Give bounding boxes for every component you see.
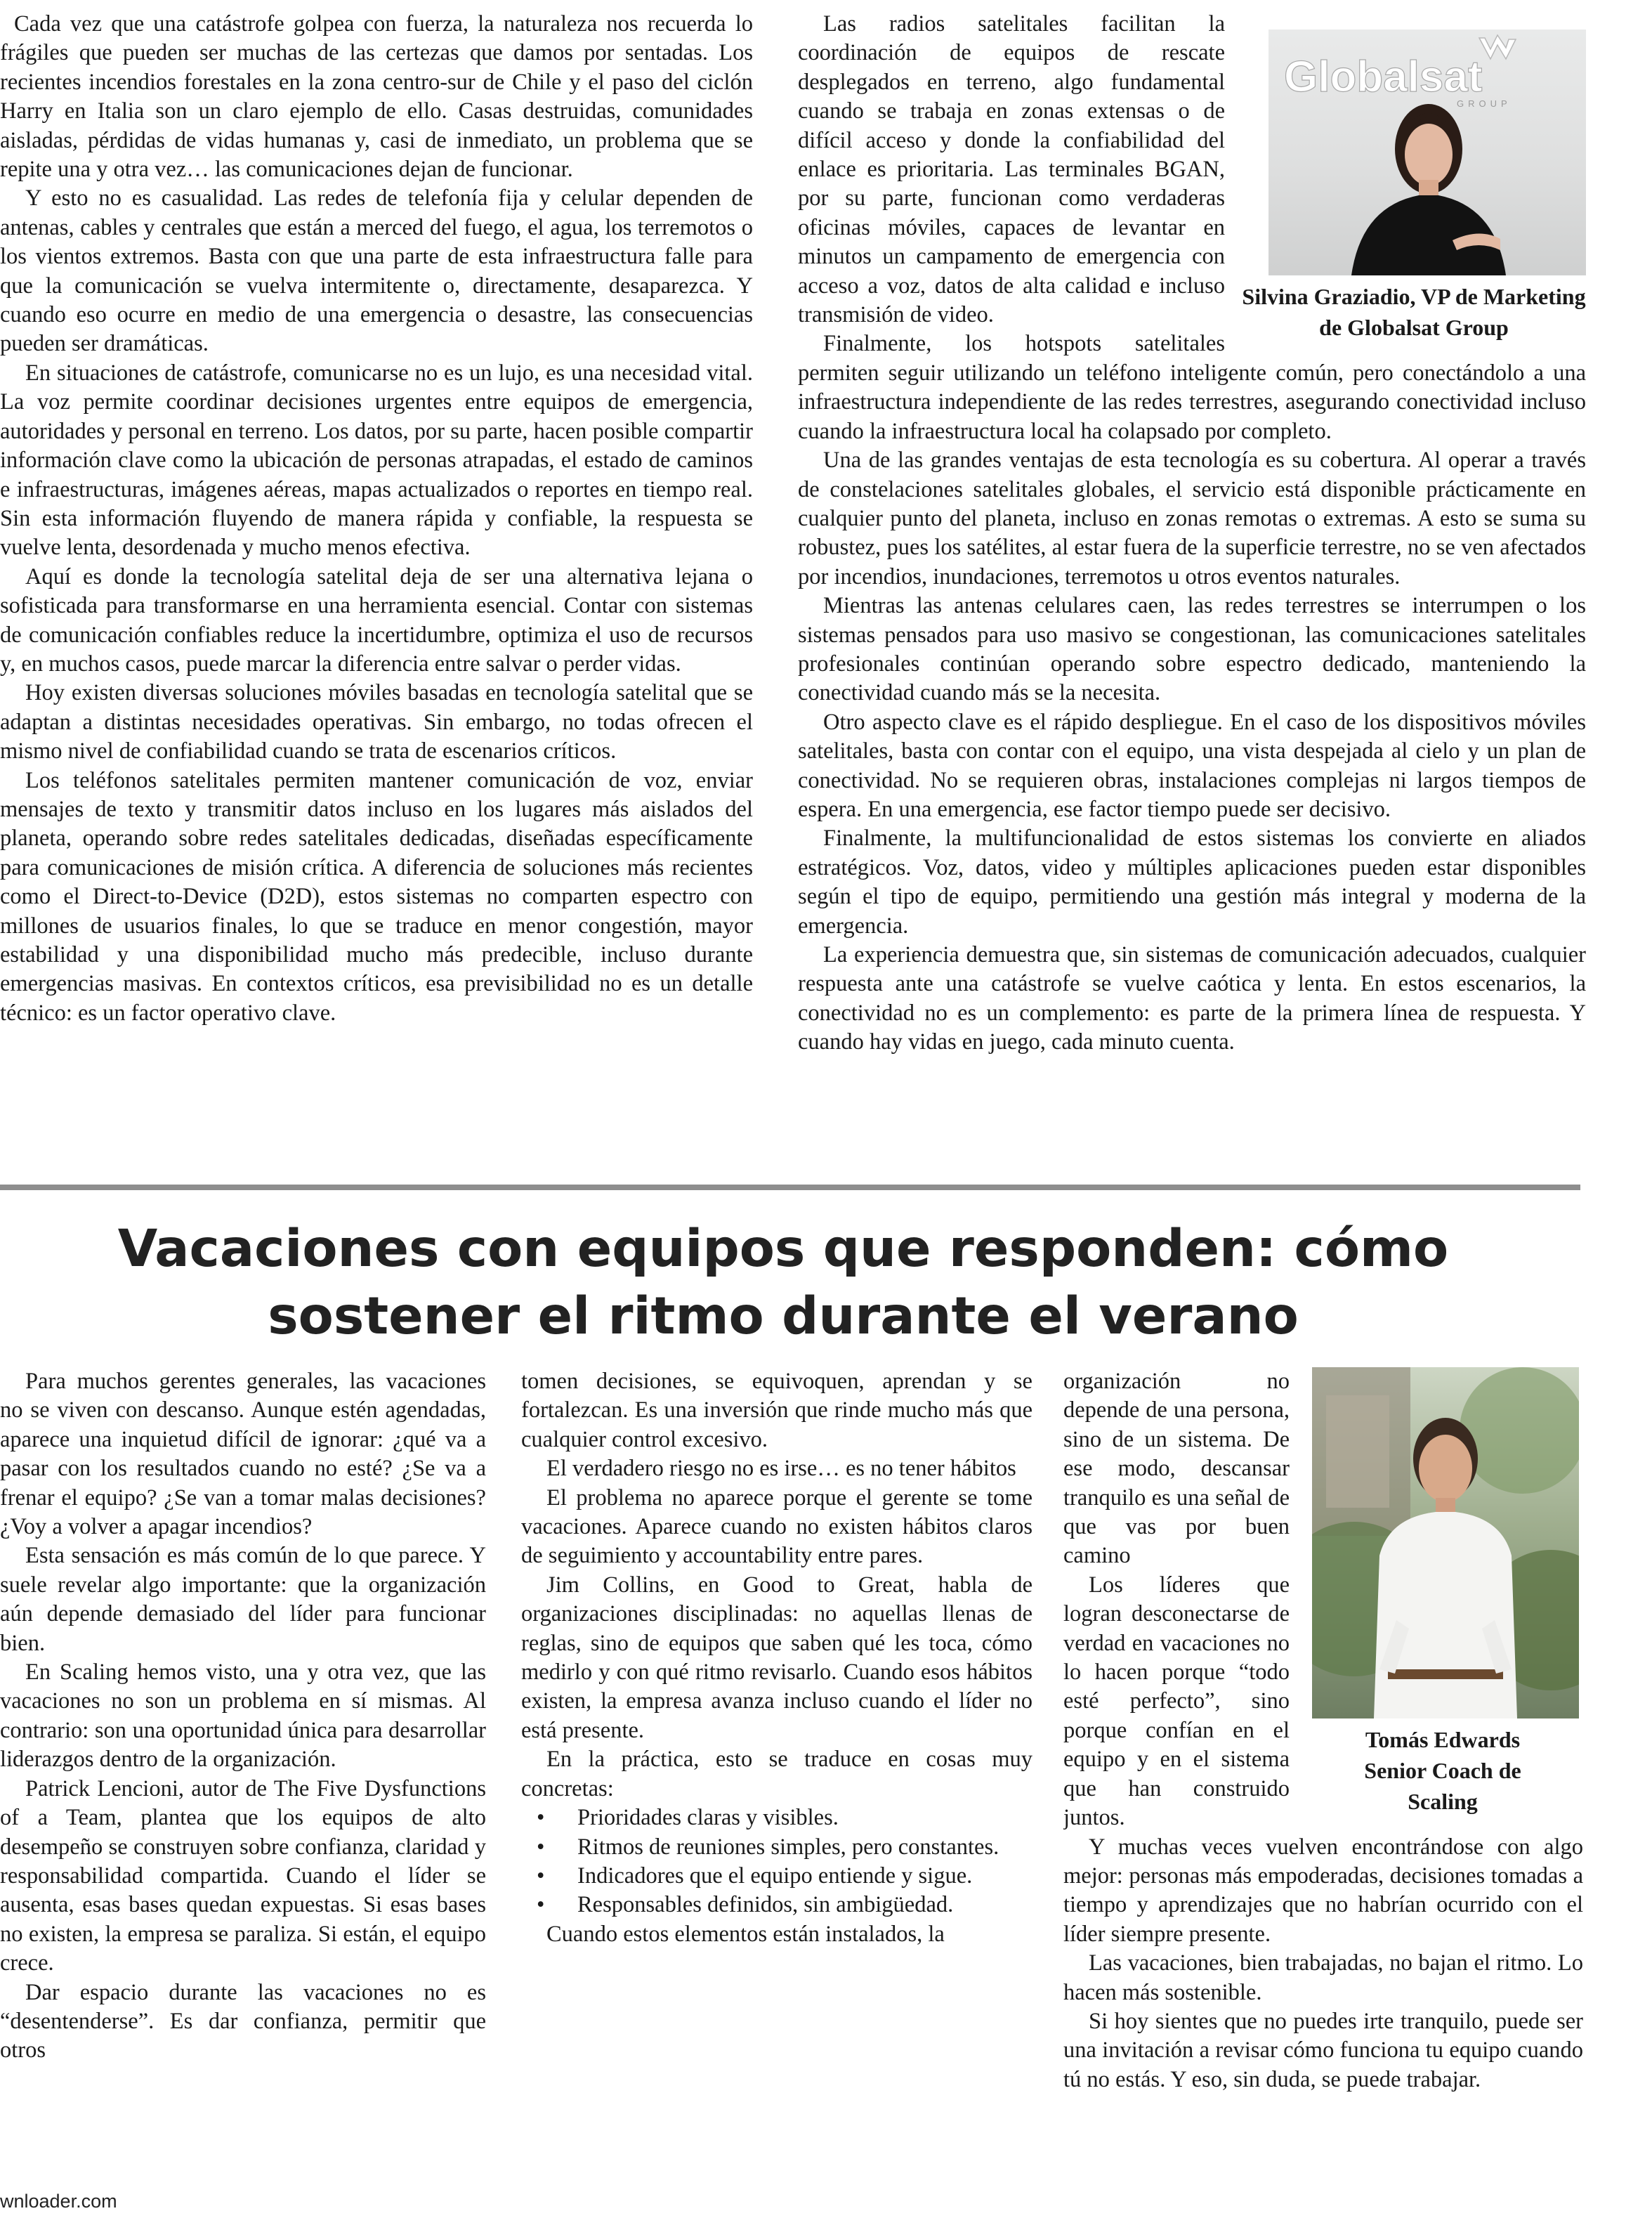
article2-paragraph: Los líderes que logran desconectarse de verdad en vacaciones no lo hacen porque “todo esté perfecto”, sino porque confían en el equipo y en el sistema que han construido juntos. <box>1063 1572 1290 1831</box>
caption-role: Senior Coach de <box>1364 1758 1521 1783</box>
article1-paragraph: Otro aspecto clave es el rápido despliegue. En el caso de los dispositivos móviles satelitales, basta con contar con el equipo, una vista despejada al cielo y un plan de conectividad. No se requieren obras, instalaciones complejas ni largos tiempos de espera. En una emergencia, ese factor tiempo puede ser decisivo. <box>798 709 1586 822</box>
headline-line-1: Vacaciones con equipos que responden: cómo <box>117 1219 1449 1279</box>
article1-paragraph: Una de las grandes ventajas de esta tecnología es su cobertura. Al operar a través de constelaciones satelitales globales, el servicio está disponible prácticamente en cualquier punto del planeta, incluso en zonas remotas o extremas. A esto se suma su robustez, pues los satélites, al estar fuera de la superficie terrestre, no se ven afectados por incendios, inundaciones, terremotos u otros eventos naturales. <box>798 448 1586 589</box>
bullet-item: • Responsables definidos, sin ambigüedad. <box>521 1891 1032 1919</box>
article1-photo-block <box>1242 30 1586 343</box>
portrait-photo-edwards <box>1312 1367 1579 1718</box>
article1-paragraph: Mientras las antenas celulares caen, las redes terrestres se interrumpen o los sistemas pensados para uso masivo se congestionan, las comunicaciones satelitales profesionales continúan operando sobre espectro dedicado, manteniendo la conectividad cuando más se la necesita. <box>798 593 1586 706</box>
caption-company: Scaling <box>1408 1789 1478 1814</box>
globalsat-logo-text: Globalsat <box>1284 53 1483 101</box>
article2-paragraph: Esta sensación es más común de lo que parece. Y suele revelar algo importante: que la organización aún depende demasiado del líder para funcionar bien. <box>0 1543 486 1656</box>
article2-headline <box>0 1215 1566 1350</box>
article2-column-2 <box>521 1367 1032 2140</box>
article1-paragraph: Finalmente, la multifuncionalidad de estos sistemas los convierte en aliados estratégicos. Voz, datos, video y múltiples aplicaciones pueden estar disponibles según el tipo de equipo, permitiendo una gestión más integral y moderna de la emergencia. <box>798 826 1586 939</box>
article1-paragraph: Los teléfonos satelitales permiten mantener comunicación de voz, enviar mensajes de texto y transmitir datos incluso en los lugares más aislados del planeta, operando sobre redes satelitales dedicadas, diseñadas específicamente para comunicaciones de misión crítica. A diferencia de soluciones más recientes como el Direct-to-Device (D2D), estos sistemas no comparten espectro con millones de usuarios finales, lo que se traduce en menor congestión, mayor estabilidad y una disponibilidad mucho más predecible, incluso durante emergencias masivas. En contextos críticos, esa previsibilidad no es un detalle técnico: es un factor operativo clave. <box>0 767 753 1026</box>
article2-paragraph: Para muchos gerentes generales, las vacaciones no se viven con descanso. Aunque estén agendadas, aparece una inquietud difícil de ignorar: ¿qué va a pasar con los resultados cuando no esté? ¿Se va a frenar el equipo? ¿Se van a tomar malas decisiones? ¿Voy a volver a apagar incendios? <box>0 1369 486 1540</box>
article1-paragraph: Finalmente, los hotspots satelitales permiten seguir utilizando un teléfono inteligente común, pero conectándolo a una infraestructura independiente de las redes terrestres, asegurando conectividad incluso cuando la infraestructura local ha colapsado por completo. <box>798 331 1586 444</box>
caption-name: Tomás Edwards <box>1365 1727 1521 1752</box>
article2-paragraph: Dar espacio durante las vacaciones no es “desentenderse”. Es dar confianza, permitir que otros <box>0 1979 486 2063</box>
article2-paragraph: El problema no aparece porque el gerente se tome vacaciones. Aparece cuando no existen hábitos claros de seguimiento y accountability entre pares. <box>521 1485 1032 1569</box>
article1-paragraph: La experiencia demuestra que, sin sistemas de comunicación adecuados, cualquier respuesta ante una catástrofe se vuelve caótica y lenta. En estos escenarios, la conectividad no es un complemento: es parte de la primera línea de respuesta. Y cuando hay vidas en juego, cada minuto cuenta. <box>798 942 1586 1055</box>
article2-paragraph: Las vacaciones, bien trabajadas, no bajan el ritmo. Lo hacen más sostenible. <box>1063 1950 1583 2005</box>
article1-paragraph: Y esto no es casualidad. Las redes de telefonía fija y celular dependen de antenas, cables y centrales que están a merced del fuego, el agua, los terremotos o los vientos extremos. Basta con que una parte de esta infraestructura falle para que la comunicación se vuelva intermitente o, directamente, desaparezca. Y cuando eso ocurre en medio de una emergencia o desastre, las consecuencias pueden ser dramáticas. <box>0 185 753 357</box>
article2-column-1 <box>0 1367 486 2140</box>
globalsat-logo-subtext: GROUP <box>1457 98 1512 109</box>
article2-paragraph: Y muchas veces vuelven encontrándose con algo mejor: personas más empoderadas, decisiones tomadas a tiempo y aprendizajes que no habrían ocurrido con el líder siempre presente. <box>1063 1834 1583 1947</box>
article1-paragraph: Las radios satelitales facilitan la coordinación de equipos de rescate desplegados en terreno, algo fundamental cuando se trabaja en zonas extensas o de difícil acceso y donde la confiabilidad del enlace es prioritaria. Las terminales BGAN, por su parte, funcionan como verdaderas oficinas móviles, capaces de levantar en minutos un campamento de emergencia con acceso a voz, datos de alta calidad e incluso transmisión de video. <box>798 11 1225 328</box>
article1-paragraph: En situaciones de catástrofe, comunicarse no es un lujo, es una necesidad vital. La voz permite coordinar decisiones urgentes entre equipos de emergencia, autoridades y personal en terreno. Los datos, por su parte, hacen posible compartir información clave como la ubicación de personas atrapadas, el estado de caminos e infraestructuras, imágenes aéreas, mapas actualizados o reportes en tiempo real. Sin esta información fluyendo de manera rápida y confiable, la respuesta se vuelve lenta, desordenada y mucho menos efectiva. <box>0 360 753 561</box>
article2-paragraph: Cuando estos elementos están instalados, la <box>546 1921 945 1947</box>
article2-subhead: El verdadero riesgo no es irse… es no tener hábitos <box>546 1456 1016 1482</box>
person-figure <box>1351 104 1506 275</box>
article2-photo-block <box>1302 1367 1583 1817</box>
bullet-item: • Prioridades claras y visibles. <box>521 1804 1032 1832</box>
photo-caption-edwards <box>1302 1724 1583 1817</box>
article1-left-column <box>0 10 753 1169</box>
article2-column-3 <box>1063 1367 1583 2140</box>
article2-paragraph: En la práctica, esto se traduce en cosas muy concretas: <box>521 1747 1032 1801</box>
article2-paragraph: tomen decisiones, se equivoquen, aprendan y se fortalezcan. Es una inversión que rinde mucho más que cualquier control excesivo. <box>521 1369 1032 1452</box>
article2-paragraph: En Scaling hemos visto, una y otra vez, que las vacaciones no son un problema en sí mismas. Al contrario: son una oportunidad única para desarrollar liderazgos dentro de la organización. <box>0 1659 486 1773</box>
article2-paragraph: organización no depende de una persona, sino de un sistema. De ese modo, descansar tranquilo es una señal de que vas por buen camino <box>1063 1369 1290 1569</box>
photo-caption-graziadio: Silvina Graziadio, VP de Marketing de Globalsat Group <box>1242 284 1586 340</box>
footer-source-text: wnloader.com <box>0 2191 117 2212</box>
headline-line-2: sostener el ritmo durante el verano <box>268 1286 1299 1346</box>
article2-paragraph: Jim Collins, en Good to Great, habla de organizaciones disciplinadas: no aquellas llenas de reglas, sino de equipos que saben qué les toca, cómo medirlo y con qué ritmo revisarlo. Cuando esos hábitos existen, la empresa avanza incluso cuando el líder no está presente. <box>521 1572 1032 1743</box>
bullet-icon: • <box>537 1805 545 1831</box>
article2-paragraph: Si hoy sientes que no puedes irte tranquilo, puede ser una invitación a revisar cómo funciona tu equipo cuando tú no estás. Y eso, sin duda, se puede trabajar. <box>1063 2008 1583 2092</box>
portrait-photo-graziadio <box>1268 30 1586 275</box>
section-divider <box>0 1185 1580 1190</box>
article1-paragraph: Cada vez que una catástrofe golpea con fuerza, la naturaleza nos recuerda lo frágiles que pueden ser muchas de las certezas que damos por sentadas. Los recientes incendios forestales en la zona centro-sur de Chile y el paso del ciclón Harry en Italia son un claro ejemplo de ello. Casas destruidas, comunidades aisladas, pérdidas de vidas humanas y, casi de inmediato, un problema que se repite una y otra vez… las comunicaciones dejan de funcionar. <box>0 11 753 183</box>
bullet-icon: • <box>537 1863 545 1889</box>
article1-paragraph: Aquí es donde la tecnología satelital deja de ser una alternativa lejana o sofisticada para transformarse en una herramienta esencial. Contar con sistemas de comunicación confiables reduce la incertidumbre, optimiza el uso de recursos y, en muchos casos, puede marcar la diferencia entre salvar o perder vidas. <box>0 563 753 677</box>
globalsat-logo-icon <box>1479 35 1516 59</box>
article1-paragraph: Hoy existen diversas soluciones móviles basadas en tecnología satelital que se adaptan a distintas necesidades operativas. Sin embargo, no todas ofrecen el mismo nivel de confiabilidad cuando se trata de escenarios críticos. <box>0 680 753 764</box>
bullet-icon: • <box>537 1834 545 1860</box>
article1-right-column <box>798 10 1586 1169</box>
bullet-icon: • <box>537 1892 545 1918</box>
bullet-item: • Indicadores que el equipo entiende y sigue. <box>521 1862 1032 1891</box>
article2-paragraph: Patrick Lencioni, autor de The Five Dysfunctions of a Team, plantea que los equipos de alto desempeño se construyen sobre confianza, claridad y responsabilidad compartida. Cuando el líder se ausenta, esas bases quedan expuestas. Si esas bases no existen, la empresa se paraliza. Si están, el equipo crece. <box>0 1775 486 1976</box>
bullet-item: • Ritmos de reuniones simples, pero constantes. <box>521 1833 1032 1862</box>
